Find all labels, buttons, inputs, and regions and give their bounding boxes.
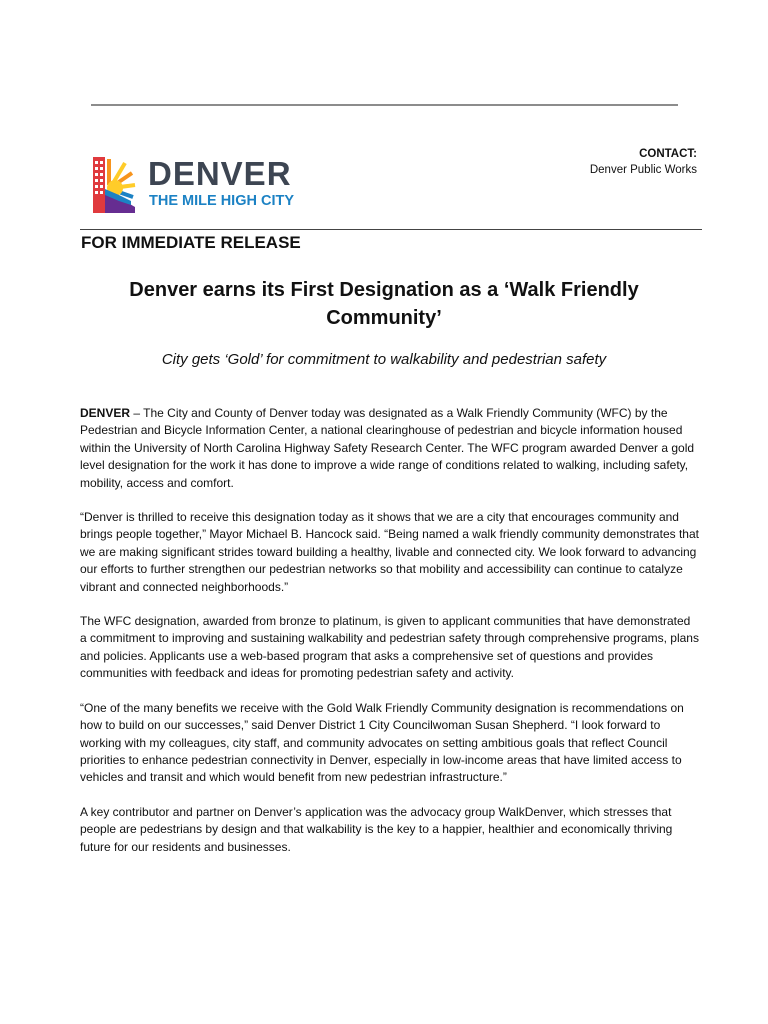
- paragraph-4: “One of the many benefits we receive with the Gold Walk Friendly Community designation is recommendations on how to build on our successes,” said Denver District 1 City Councilwoman Susan Shepherd. “I look forward to working with my colleagues, city staff, and community advocates on setting ambitious goals that reflect Council priorities to enhance pedestrian connectivity in Denver, especially in low-income areas that have limited access to vehicles and transit and which would benefit from new pedestrian infrastructure.”: [80, 700, 684, 785]
- paragraph-1-text: – The City and County of Denver today was designated as a Walk Friendly Community (WFC) by the Pedestrian and Bicycle Information Center, a national clearinghouse of pedestrian and bicycle information housed within the University of North Carolina Highway Safety Research Center. The WFC program awarded Denver a gold level designation for the work it has done to improve a wide range of conditions related to walking, including safety, mobility, access and comfort.: [80, 406, 695, 490]
- denver-logo: [91, 155, 294, 215]
- contact-org: Denver Public Works: [589, 164, 697, 176]
- contact-label: CONTACT:: [639, 148, 697, 160]
- logo-name: DENVER: [148, 155, 292, 192]
- subheadline: City gets ‘Gold’ for commitment to walkability and pedestrian safety: [161, 351, 607, 368]
- release-label: FOR IMMEDIATE RELEASE: [81, 233, 301, 252]
- denver-logo-mark-icon: [91, 155, 147, 215]
- paragraph-2: “Denver is thrilled to receive this designation today as it shows that we are a city that encourages community and brings people together,” Mayor Michael B. Hancock said. “Being named a walk friendly community demonstrates that we are making significant strides toward building a healthy, livable and connected city. We look forward to advancing our efforts to further strengthen our pedestrian networks so that mobility and accessibility can continue to catalyze vibrant and connected neighborhoods.”: [80, 510, 699, 594]
- top-divider: [91, 104, 678, 106]
- header-divider: [80, 229, 702, 230]
- paragraph-3: The WFC designation, awarded from bronze to platinum, is given to applicant communities that have demonstrated a commitment to improving and sustaining walkability and pedestrian safety through comprehensive programs, plans and policies. Applicants use a web-based program that asks a comprehensive set of questions and provides communities with feedback and ideas for promoting pedestrian safety and activity.: [80, 614, 699, 681]
- logo-tagline: THE MILE HIGH CITY: [149, 193, 294, 209]
- headline: Denver earns its First Designation as a ‘Walk Friendly Community’: [129, 279, 639, 329]
- article-body: [80, 405, 700, 873]
- paragraph-1: [80, 405, 700, 492]
- contact-block: [590, 146, 697, 178]
- dateline: DENVER: [80, 406, 131, 420]
- paragraph-5: A key contributor and partner on Denver’s application was the advocacy group WalkDenver, which stresses that people are pedestrians by design and that walkability is the key to a happier, healthier and economically thriving future for our residents and businesses.: [80, 804, 673, 854]
